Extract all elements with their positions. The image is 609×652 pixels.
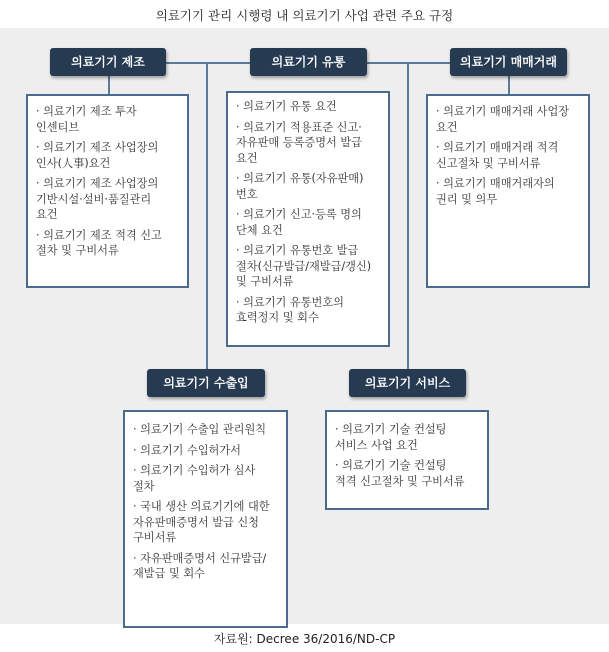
- list-item: · 의료기기 매매거래 적격 신고절차 및 구비서류: [436, 141, 559, 170]
- list-item: · 의료기기 제조 사업장의 인사(人事)요건: [36, 141, 159, 170]
- header-distribution: 의료기기 유통: [250, 48, 367, 76]
- list-item: · 의료기기 유통번호 발급 절차(신규발급/재발급/갱신) 및 구비서류: [236, 244, 372, 288]
- diagram-title: 의료기기 관리 시행령 내 의료기기 사업 관련 주요 규정: [155, 8, 454, 23]
- list-item: · 의료기기 유통(자유판매) 번호: [236, 172, 364, 201]
- list-item: · 의료기기 수입허가서: [133, 443, 241, 457]
- list-item: · 의료기기 기술 컨설팅 서비스 사업 요건: [335, 423, 447, 452]
- list-item: · 의료기기 유통번호의 효력정지 및 회수: [236, 295, 344, 324]
- diagram-panel: [0, 28, 609, 624]
- box-manufacturing: [26, 94, 189, 288]
- header-services: 의료기기 서비스: [349, 369, 466, 397]
- box-import-export: [123, 410, 288, 628]
- header-import-export: 의료기기 수출입: [147, 369, 265, 397]
- list-item: · 의료기기 제조 사업장의 기반시설·설비·품질관리 요건: [36, 177, 159, 221]
- list-item: · 의료기기 매매거래자의 권리 및 의무: [436, 177, 555, 206]
- list-item: · 의료기기 수입허가 심사 절차: [133, 464, 256, 493]
- list-item: · 의료기기 수출입 관리원칙: [133, 423, 267, 436]
- list-item: · 자유판매증명서 신규발급/ 재발급 및 회수: [133, 551, 267, 580]
- list-item: · 의료기기 매매거래 사업장 요건: [436, 105, 570, 134]
- list-item: · 의료기기 적용표준 신고· 자유판매 등록증명서 발급 요건: [236, 120, 362, 165]
- list-item: · 의료기기 유통 요건: [236, 100, 337, 113]
- connector-right-vertical: [407, 62, 409, 384]
- header-manufacturing: 의료기기 제조: [50, 48, 166, 76]
- list-item: · 국내 생산 의료기기에 대한 자유판매증명서 발급 신청 구비서류: [133, 500, 270, 544]
- box-trading: [426, 94, 590, 288]
- box-distribution: [226, 91, 390, 347]
- list-item: · 의료기기 신고·등록 명의 단체 요건: [236, 208, 362, 237]
- header-trading: 의료기기 매매거래: [450, 48, 567, 76]
- list-item: · 의료기기 제조 투자 인센티브: [36, 105, 137, 134]
- list-item: · 의료기기 제조 적격 신고 절차 및 구비서류: [36, 228, 162, 257]
- connector-left-vertical: [206, 62, 208, 384]
- source-note: 자료원: Decree 36/2016/ND-CP: [213, 632, 396, 646]
- box-services: [325, 410, 489, 510]
- list-item: · 의료기기 기술 컨설팅 적격 신고절차 및 구비서류: [335, 459, 465, 488]
